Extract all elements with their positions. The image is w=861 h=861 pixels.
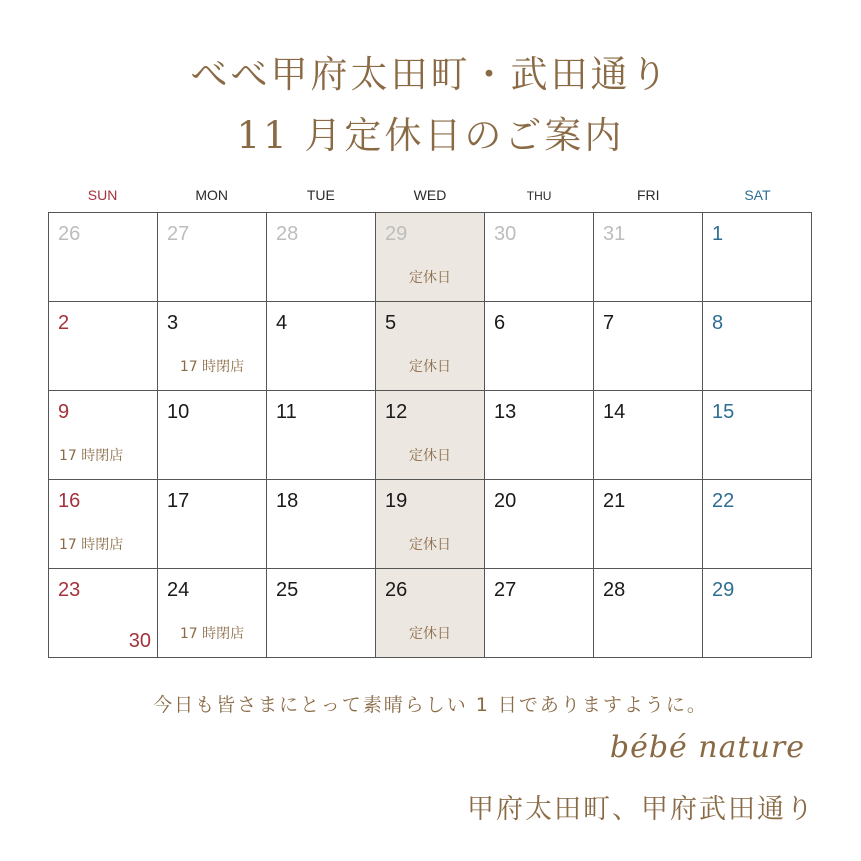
day-number: 15 bbox=[712, 401, 735, 423]
store-names: 甲府太田町、甲府武田通り bbox=[467, 794, 815, 825]
early-close-label: 17 時閉店 bbox=[179, 626, 245, 642]
calendar-cell bbox=[267, 569, 376, 658]
calendar-cell bbox=[376, 569, 485, 658]
page-subtitle: 11 月定休日のご案内 bbox=[236, 114, 625, 157]
day-number: 5 bbox=[385, 312, 397, 334]
day-number: 8 bbox=[712, 312, 724, 334]
calendar-cell bbox=[703, 569, 812, 658]
calendar-cell bbox=[376, 213, 485, 302]
day-number: 24 bbox=[167, 579, 190, 601]
weekday-mon: MON bbox=[195, 187, 229, 203]
calendar-cell bbox=[158, 391, 267, 480]
day-number: 29 bbox=[385, 223, 408, 245]
day-number: 6 bbox=[494, 312, 506, 334]
day-number: 17 bbox=[167, 490, 190, 512]
day-number: 23 bbox=[58, 579, 81, 601]
day-number: 26 bbox=[385, 579, 408, 601]
day-number: 10 bbox=[167, 401, 190, 423]
closed-day-label: 定休日 bbox=[409, 359, 451, 375]
day-number: 11 bbox=[276, 401, 297, 423]
calendar-cell bbox=[703, 302, 812, 391]
day-number: 26 bbox=[58, 223, 81, 245]
calendar-cell bbox=[376, 480, 485, 569]
brand-logo: bébé nature bbox=[609, 730, 805, 765]
closed-day-label: 定休日 bbox=[409, 270, 451, 286]
day-number: 16 bbox=[58, 490, 81, 512]
day-number: 9 bbox=[58, 401, 70, 423]
calendar-cell bbox=[49, 480, 158, 569]
calendar-cell bbox=[49, 213, 158, 302]
early-close-label: 17 時閉店 bbox=[59, 537, 124, 553]
day-number: 28 bbox=[276, 223, 299, 245]
calendar-cell bbox=[49, 302, 158, 391]
day-number: 3 bbox=[167, 312, 179, 334]
calendar-cell bbox=[485, 569, 594, 658]
calendar-cell bbox=[158, 302, 267, 391]
weekday-sun: SUN bbox=[87, 187, 118, 203]
day-number: 7 bbox=[603, 312, 615, 334]
early-close-label: 17 時閉店 bbox=[59, 448, 124, 464]
day-number: 13 bbox=[494, 401, 517, 423]
calendar-cell bbox=[49, 391, 158, 480]
day-number: 31 bbox=[603, 223, 626, 245]
day-number-extra: 30 bbox=[128, 630, 151, 652]
calendar-cell bbox=[594, 302, 703, 391]
day-number: 18 bbox=[276, 490, 299, 512]
footer-message: 今日も皆さまにとって素晴らしい 1 日でありますように。 bbox=[153, 694, 708, 716]
calendar-cell bbox=[267, 480, 376, 569]
weekday-header bbox=[48, 187, 812, 207]
calendar-cell bbox=[158, 213, 267, 302]
day-number: 21 bbox=[603, 490, 626, 512]
calendar-cell bbox=[485, 213, 594, 302]
closed-day-label: 定休日 bbox=[409, 537, 451, 553]
calendar-cell bbox=[485, 480, 594, 569]
day-number: 2 bbox=[58, 312, 70, 334]
day-number: 4 bbox=[276, 312, 288, 334]
day-number: 22 bbox=[712, 490, 735, 512]
calendar-cell bbox=[594, 569, 703, 658]
day-number: 27 bbox=[167, 223, 190, 245]
weekday-thu: THU bbox=[526, 189, 552, 203]
calendar-cell bbox=[594, 391, 703, 480]
day-number: 19 bbox=[385, 490, 408, 512]
calendar-cell bbox=[267, 391, 376, 480]
calendar-cell bbox=[703, 213, 812, 302]
calendar-cell bbox=[49, 569, 158, 658]
page-title: べべ甲府太田町・武田通り bbox=[190, 53, 671, 96]
calendar-grid bbox=[48, 212, 812, 658]
weekday-sat: SAT bbox=[744, 187, 771, 203]
weekday-tue: TUE bbox=[306, 187, 335, 203]
calendar-cell bbox=[267, 213, 376, 302]
weekday-fri: FRI bbox=[636, 187, 660, 203]
calendar-cell bbox=[376, 302, 485, 391]
early-close-label: 17 時閉店 bbox=[179, 359, 245, 375]
weekday-wed: WED bbox=[413, 187, 447, 203]
closed-day-label: 定休日 bbox=[409, 448, 451, 464]
day-number: 30 bbox=[494, 223, 517, 245]
closed-day-label: 定休日 bbox=[409, 626, 451, 642]
calendar-cell bbox=[267, 302, 376, 391]
day-number: 28 bbox=[603, 579, 626, 601]
calendar-cell bbox=[485, 391, 594, 480]
day-number: 20 bbox=[494, 490, 517, 512]
calendar-cell bbox=[158, 569, 267, 658]
day-number: 27 bbox=[494, 579, 517, 601]
calendar-cell bbox=[703, 480, 812, 569]
day-number: 25 bbox=[276, 579, 299, 601]
calendar-cell bbox=[703, 391, 812, 480]
day-number: 29 bbox=[712, 579, 735, 601]
calendar-cell bbox=[376, 391, 485, 480]
calendar-cell bbox=[594, 480, 703, 569]
day-number: 14 bbox=[603, 401, 626, 423]
day-number: 12 bbox=[385, 401, 408, 423]
calendar-cell bbox=[485, 302, 594, 391]
calendar-cell bbox=[158, 480, 267, 569]
day-number: 1 bbox=[712, 223, 724, 245]
calendar-cell bbox=[594, 213, 703, 302]
